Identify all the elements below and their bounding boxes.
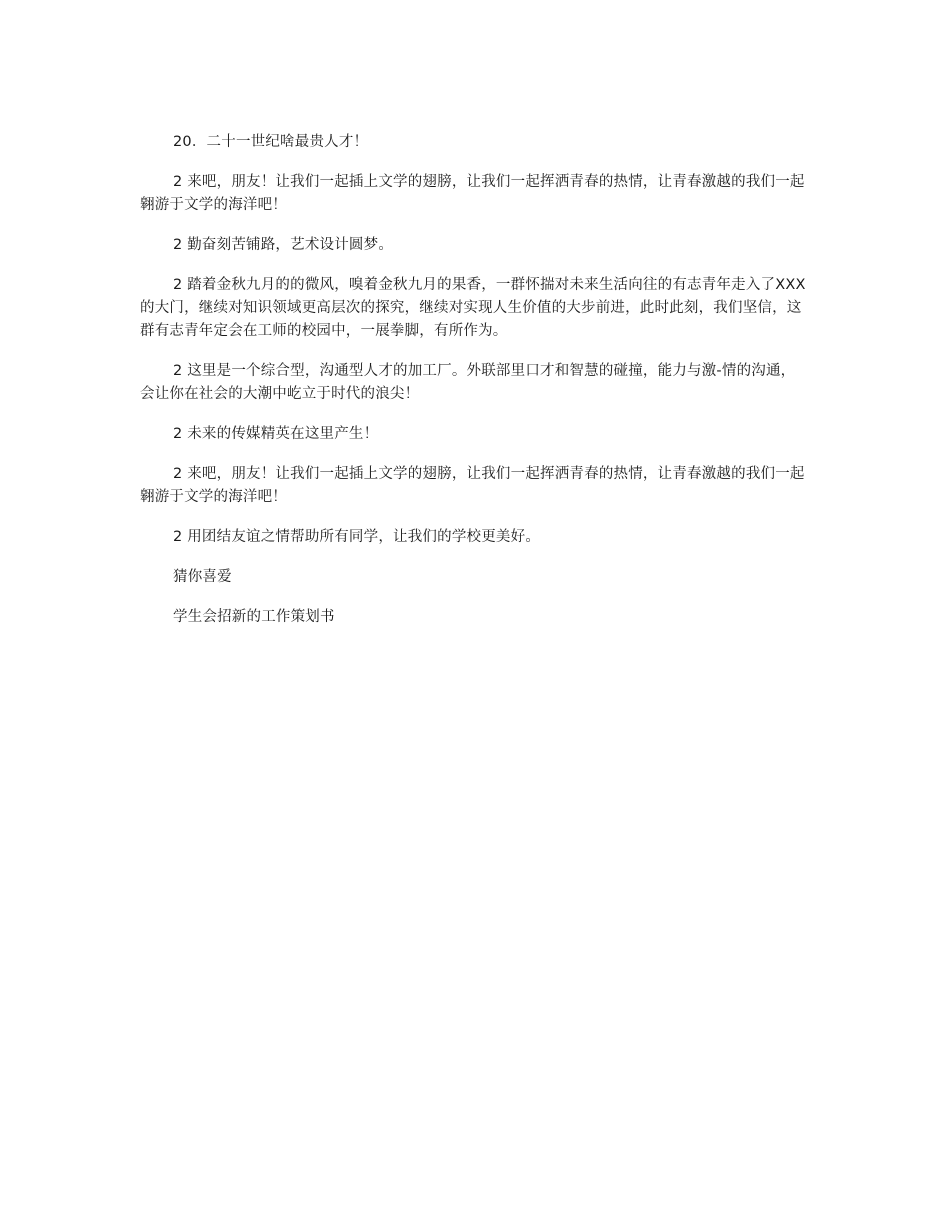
document-body [140, 131, 810, 629]
slogan-paragraph-5: 2 这里是一个综合型，沟通型人才的加工厂。外联部里口才和智慧的碰撞，能力与激-情的沟通，会让你在社会的大潮中屹立于时代的浪尖！ [140, 363, 796, 402]
related-link[interactable]: 学生会招新的工作策划书 [173, 609, 335, 625]
related-heading: 猜你喜爱 [173, 569, 232, 585]
slogan-paragraph-6: 2 未来的传媒精英在这里产生！ [173, 426, 379, 442]
slogan-paragraph-8: 2 用团结友谊之情帮助所有同学，让我们的学校更美好。 [173, 529, 541, 545]
slogan-paragraph-3: 2 勤奋刻苦铺路，艺术设计圆梦。 [173, 237, 394, 253]
slogan-paragraph-7: 2 来吧，朋友！让我们一起插上文学的翅膀，让我们一起挥洒青春的热情，让青春激越的我们一起翱游于文学的海洋吧！ [140, 466, 805, 505]
slogan-paragraph-2: 2 来吧，朋友！让我们一起插上文学的翅膀，让我们一起挥洒青春的热情，让青春激越的我们一起翱游于文学的海洋吧！ [140, 174, 805, 213]
slogan-paragraph-4: 2 踏着金秋九月的的微风，嗅着金秋九月的果香，一群怀揣对未来生活向往的有志青年走入了XXX的大门，继续对知识领域更高层次的探究，继续对实现人生价值的大步前进，此时此刻，我们坚信，这群有志青年定会在工师的校园中，一展拳脚，有所作为。 [140, 277, 806, 339]
slogan-paragraph-1: 20．二十一世纪啥最贵人才！ [173, 134, 369, 150]
